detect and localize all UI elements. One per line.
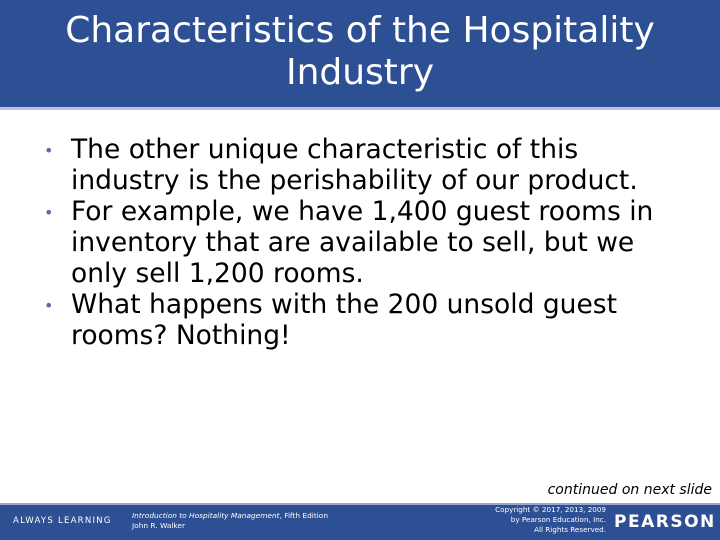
bullet-item xyxy=(44,289,694,351)
book-info xyxy=(132,511,328,531)
bullet-icon: • xyxy=(44,203,54,222)
bullet-item xyxy=(44,196,694,289)
book-title: Introduction to Hospitality Management xyxy=(132,511,280,520)
bullet-text: The other unique characteristic of this industry is the perishability of our product. xyxy=(71,134,638,196)
book-author: John R. Walker xyxy=(132,521,186,530)
copyright-line-2: by Pearson Education, Inc. xyxy=(510,515,606,524)
bullet-icon: • xyxy=(44,141,54,160)
continued-note: continued on next slide xyxy=(547,482,712,498)
title-divider xyxy=(0,107,720,110)
bullet-item xyxy=(44,134,694,196)
footer-tagline: ALWAYS LEARNING xyxy=(13,516,112,526)
bullet-icon: • xyxy=(44,296,54,315)
slide-title: Characteristics of the Hospitality Industry xyxy=(65,9,655,93)
book-edition: , Fifth Edition xyxy=(279,511,329,520)
bullet-text: What happens with the 200 unsold guest rooms? Nothing! xyxy=(71,289,617,351)
bullet-list xyxy=(44,134,694,351)
footer-divider xyxy=(0,503,720,505)
pearson-logo: PEARSON xyxy=(614,512,716,532)
copyright-line-3: All Rights Reserved. xyxy=(534,525,606,534)
copyright-notice xyxy=(426,505,606,535)
title-bar xyxy=(0,0,720,107)
copyright-line-1: Copyright © 2017, 2013, 2009 xyxy=(495,505,606,514)
bullet-text: For example, we have 1,400 guest rooms in inventory that are available to sell, but we only sell 1,200 rooms. xyxy=(71,196,654,289)
